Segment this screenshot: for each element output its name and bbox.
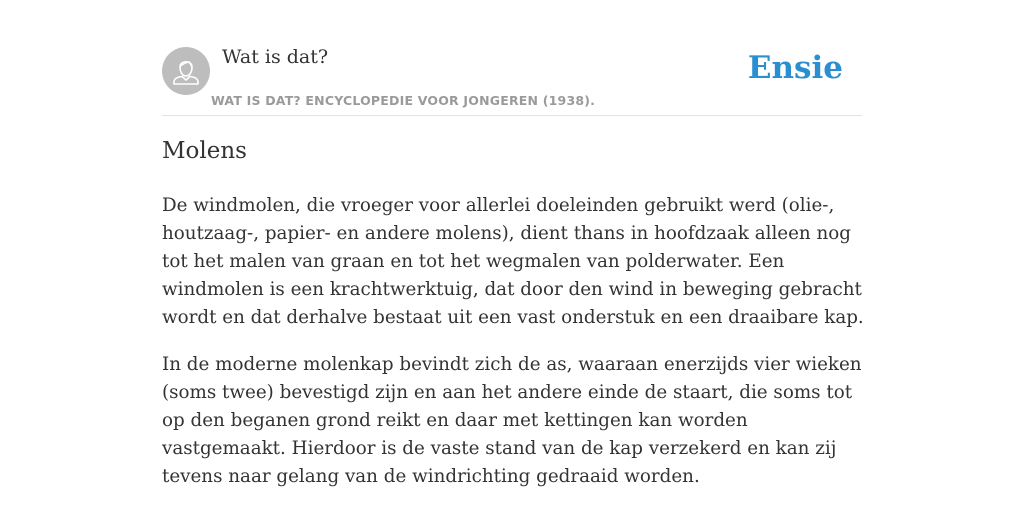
article-body	[162, 192, 864, 510]
article-paragraph: De windmolen, die vroeger voor allerlei doeleinden gebruikt werd (olie-, houtzaag-, papier- en andere molens), dient thans in hoofdzaak alleen nog tot het malen van graan en tot het wegmalen van polderwater. Een windmolen is een krachtwerktuig, dat door den wind in beweging gebracht wordt en dat derhalve bestaat uit een vast onderstuk en een draaibare kap.	[162, 195, 864, 328]
source-subtitle: WAT IS DAT? ENCYCLOPEDIE VOOR JONGEREN (1938).	[211, 93, 596, 108]
article-paragraph: In de moderne molenkap bevindt zich de as, waaraan enerzijds vier wieken (soms twee) bevestigd zijn en aan het andere einde de staart, die soms tot op den beganen grond reikt en daar met kettingen kan worden vastgemaakt. Hierdoor is de vaste stand van de kap verzekerd en kan zij tevens naar gelang van de windrichting gedraaid worden.	[162, 354, 862, 487]
source-header	[162, 40, 862, 116]
source-name[interactable]: Wat is dat?	[222, 46, 329, 68]
source-avatar[interactable]	[162, 47, 210, 95]
user-icon	[162, 47, 210, 95]
article-title: Molens	[162, 138, 247, 164]
brand-logo[interactable]: Ensie	[747, 50, 843, 86]
